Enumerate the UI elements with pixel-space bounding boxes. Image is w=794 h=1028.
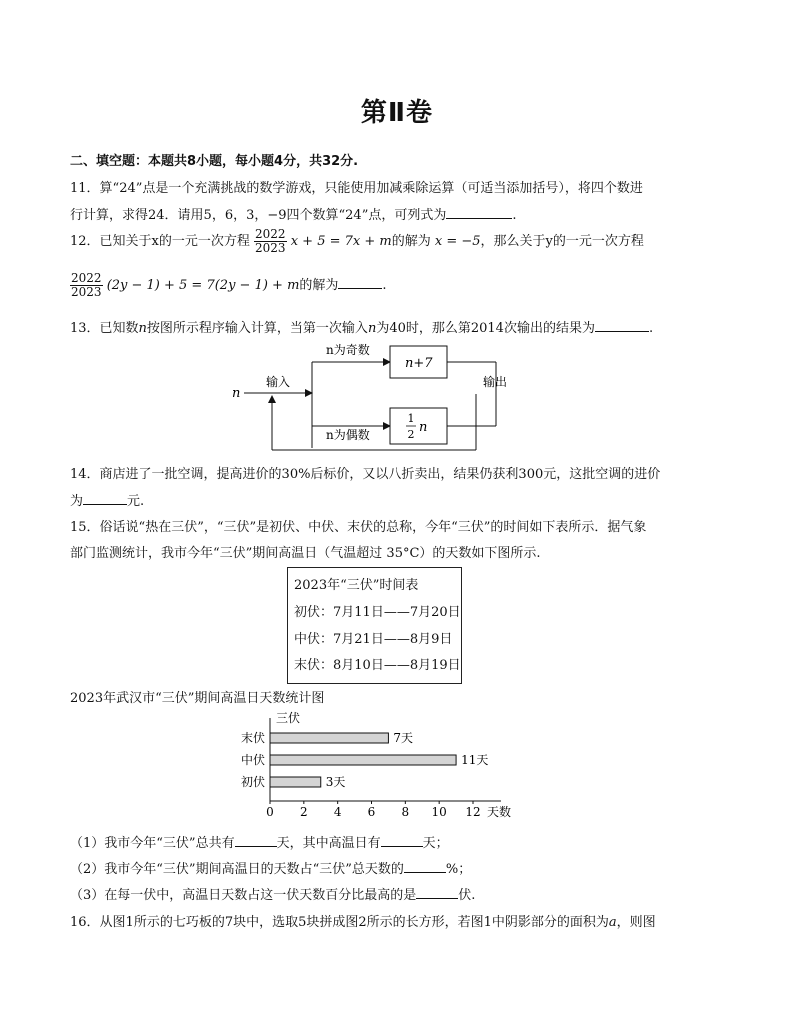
flow-even-label: n为偶数 xyxy=(326,428,370,442)
bar-data-label: 11天 xyxy=(461,753,489,767)
flow-odd-label: n为奇数 xyxy=(326,343,370,357)
page-title: 第Ⅱ卷 xyxy=(360,98,434,128)
q12-mid: 的解为 xyxy=(391,234,431,249)
q14-line2 xyxy=(70,490,144,509)
q12-answer-blank[interactable] xyxy=(338,276,382,289)
flow-even-var: n xyxy=(419,420,428,435)
q15-sub1-c: 天； xyxy=(422,836,449,851)
q15-line1: 15．俗话说“热在三伏”，“三伏”是初伏、中伏、末伏的总称，今年“三伏”的时间如下表所示．据气象 xyxy=(70,520,647,535)
category-label: 末伏 xyxy=(240,731,265,745)
q11-text: 行计算，求得24．请用5，6，3，−9四个数算“24”点，可列式为 xyxy=(70,208,447,223)
q13-flowchart xyxy=(230,338,530,458)
q13-text-a: 13．已知数 xyxy=(70,321,139,336)
flow-even-num: 1 xyxy=(407,412,415,425)
q12-line2 xyxy=(70,272,387,299)
q12-prefix: 12．已知关于x的一元一次方程 xyxy=(70,234,250,249)
q12-line1 xyxy=(70,228,644,255)
q12-equation: x + 5 = 7x + m xyxy=(290,234,392,249)
x-tick-label: 8 xyxy=(401,805,410,819)
x-tick-label: 4 xyxy=(333,805,342,819)
schedule-table xyxy=(287,567,462,684)
q12-fraction-2 xyxy=(70,272,103,299)
q15-sub1-blank2[interactable] xyxy=(381,834,423,847)
q11-end: . xyxy=(512,208,517,223)
section-heading: 二、填空题：本题共8小题，每小题4分，共32分. xyxy=(70,154,359,169)
q12-solution: x = −5 xyxy=(434,234,481,249)
q15-sub2-a: （2）我市今年“三伏”期间高温日的天数占“三伏”总天数的 xyxy=(70,862,404,877)
q16-text-a: 16．从图1所示的七巧板的7块中，选取5块拼成图2所示的长方形，若图1中阴影部分的面积为 xyxy=(70,915,609,930)
q15-sub2-blank[interactable] xyxy=(404,860,446,873)
q12-frac-den: 2023 xyxy=(255,241,286,255)
category-label: 初伏 xyxy=(240,775,265,789)
schedule-row-1: 初伏：7月11日——7月20日 xyxy=(294,605,461,620)
q12-line2-suffix: 的解为 xyxy=(299,278,339,293)
q13-text-c: 为40时，那么第2014次输出的结果为 xyxy=(376,321,595,336)
x-tick-label: 2 xyxy=(300,805,308,819)
q15-sub3-b: 伏. xyxy=(458,888,476,903)
category-label: 中伏 xyxy=(240,753,265,767)
high-temp-bar-chart xyxy=(228,708,528,822)
q12-frac2-num: 2022 xyxy=(71,271,102,285)
q11-line2 xyxy=(70,204,517,223)
q16-text-b: ，则图 xyxy=(616,915,656,930)
q16-line1 xyxy=(70,911,656,930)
q13-line xyxy=(70,317,653,336)
q11-answer-blank[interactable] xyxy=(446,206,512,219)
q15-sub3-blank[interactable] xyxy=(416,886,458,899)
q15-sub2 xyxy=(70,858,471,877)
bar xyxy=(270,733,388,743)
flow-odd-box-text: n+7 xyxy=(405,356,433,371)
flow-output-label: 输出 xyxy=(483,375,508,389)
schedule-title: 2023年“三伏”时间表 xyxy=(294,578,419,593)
bar xyxy=(270,777,321,787)
q13-text-b: 按图所示程序输入计算，当第一次输入 xyxy=(146,321,368,336)
chart-title: 2023年武汉市“三伏”期间高温日天数统计图 xyxy=(70,691,325,706)
x-tick-label: 6 xyxy=(367,805,376,819)
q12-frac2-den: 2023 xyxy=(71,285,102,299)
q14-answer-blank[interactable] xyxy=(83,492,127,505)
q15-sub1-blank1[interactable] xyxy=(235,834,277,847)
q13-answer-blank[interactable] xyxy=(595,319,649,332)
x-tick-label: 0 xyxy=(266,805,274,819)
bar xyxy=(270,755,456,765)
schedule-row-3: 末伏：8月10日——8月19日 xyxy=(294,658,461,673)
y-axis-label: 三伏 xyxy=(276,711,301,725)
q12-fraction xyxy=(254,228,287,255)
bar-data-label: 3天 xyxy=(325,775,346,789)
q15-sub2-b: %； xyxy=(445,862,472,877)
q13-var-2: n xyxy=(367,321,377,336)
q12-end: . xyxy=(382,278,387,293)
q15-sub1-a: （1）我市今年“三伏”总共有 xyxy=(70,836,235,851)
schedule-row-2: 中伏：7月21日——8月9日 xyxy=(294,632,453,647)
q15-sub3-a: （3）在每一伏中，高温日天数占这一伏天数百分比最高的是 xyxy=(70,888,417,903)
q15-sub1-b: 天，其中高温日有 xyxy=(276,836,381,851)
flow-input-label: 输入 xyxy=(266,375,291,389)
q13-var: n xyxy=(138,321,147,336)
q13-end: . xyxy=(648,321,654,336)
q14-line1: 14．商店进了一批空调，提高进价的30%后标价，又以八折卖出，结果仍获利300元，这批空调的进价 xyxy=(70,467,661,482)
flow-input-var: n xyxy=(232,386,241,401)
q11-line1: 11．算“24”点是一个充满挑战的数学游戏，只能使用加减乘除运算（可适当添加括号），将四个数进 xyxy=(70,181,643,196)
q12-frac-num: 2022 xyxy=(255,227,286,241)
q15-sub3 xyxy=(70,884,475,903)
q15-line2: 部门监测统计，我市今年“三伏”期间高温日（气温超过 35°C）的天数如下图所示. xyxy=(70,546,541,561)
q15-sub1 xyxy=(70,832,449,851)
q16-var: a xyxy=(608,915,617,930)
q14-text-a: 为 xyxy=(70,494,84,509)
q14-text-b: 元. xyxy=(127,494,145,509)
bar-data-label: 7天 xyxy=(393,731,414,745)
x-axis-label: 天数 xyxy=(487,805,512,819)
x-tick-label: 12 xyxy=(465,805,481,819)
flow-even-den: 2 xyxy=(407,428,415,441)
x-tick-label: 10 xyxy=(431,805,447,819)
q12-equation-2: (2y − 1) + 5 = 7(2y − 1) + m xyxy=(106,278,300,293)
q12-suffix: ，那么关于y的一元一次方程 xyxy=(480,234,644,249)
